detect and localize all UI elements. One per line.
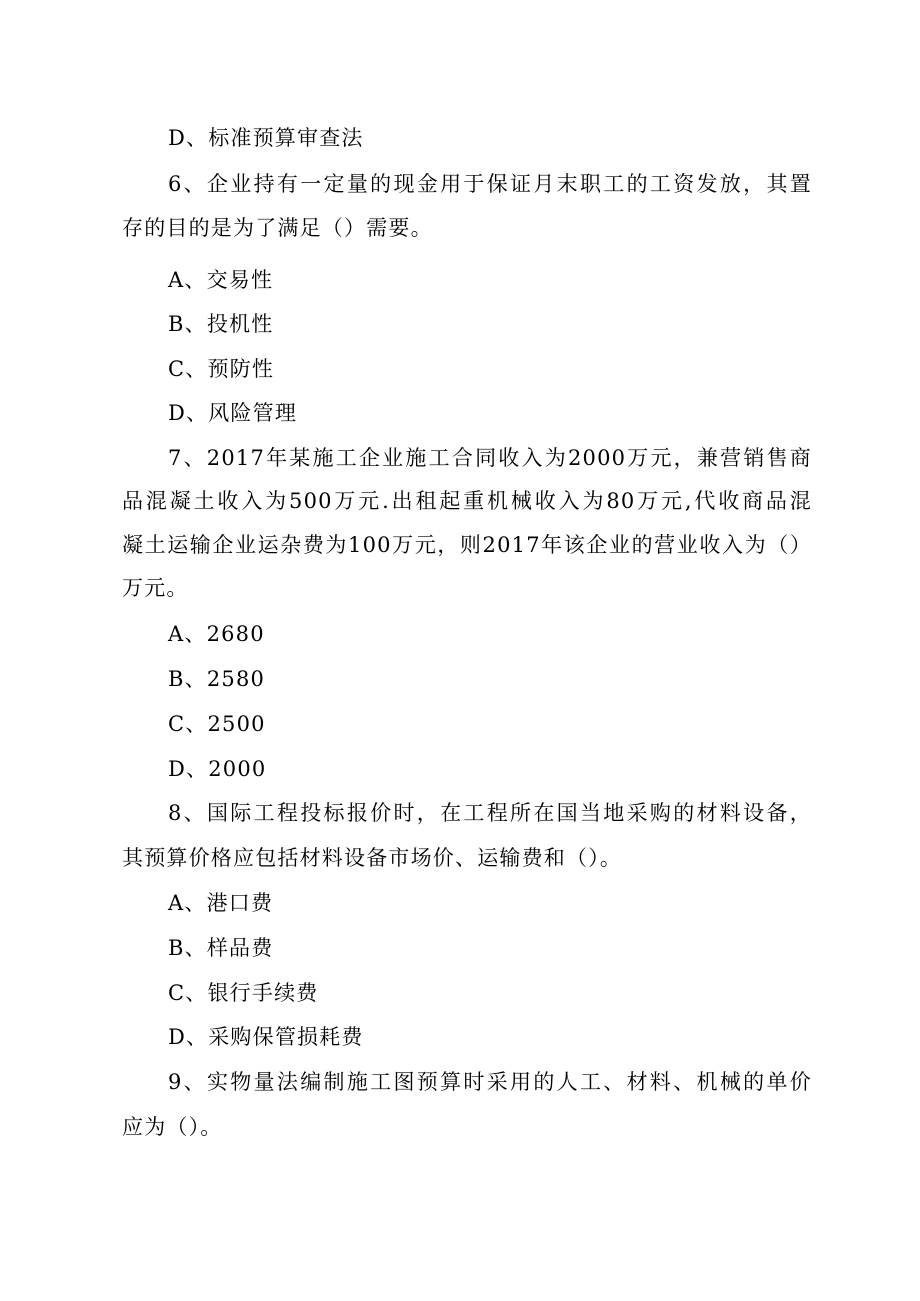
q7-option-c: C、2500	[168, 712, 266, 736]
q7-stem-line2: 品混凝土收入为500万元.出租起重机械收入为80万元,代收商品混	[122, 489, 812, 513]
q8-option-b: B、样品费	[168, 936, 274, 960]
q7-stem-line4: 万元。	[122, 576, 189, 600]
q8-stem-line2: 其预算价格应包括材料设备市场价、运输费和（）。	[122, 846, 623, 870]
q8-option-a: A、港口费	[168, 891, 274, 915]
q7-option-d: D、2000	[168, 757, 267, 781]
q8-option-d: D、采购保管损耗费	[168, 1025, 364, 1049]
q9-stem-line2: 应为（）。	[122, 1115, 223, 1139]
q8-stem-line1: 8、国际工程投标报价时，在工程所在国当地采购的材料设备，	[168, 801, 812, 825]
q7-option-a: A、2680	[168, 622, 265, 646]
q6-option-a: A、交易性	[168, 268, 274, 292]
q6-option-b: B、投机性	[168, 312, 274, 336]
q7-stem-line3: 凝土运输企业运杂费为100万元，则2017年该企业的营业收入为（）	[122, 533, 812, 557]
q6-stem-line2: 存的目的是为了满足（）需要。	[122, 216, 433, 240]
q7-option-b: B、2580	[168, 667, 266, 691]
q5-option-d: D、标准预算审查法	[168, 126, 364, 150]
q8-option-c: C、银行手续费	[168, 981, 319, 1005]
q6-option-c: C、预防性	[168, 357, 275, 381]
q7-stem-line1: 7、2017年某施工企业施工合同收入为2000万元，兼营销售商	[168, 446, 812, 470]
q9-stem-line1: 9、实物量法编制施工图预算时采用的人工、材料、机械的单价	[168, 1070, 812, 1094]
q6-option-d: D、风险管理	[168, 401, 298, 425]
q6-stem-line1: 6、企业持有一定量的现金用于保证月末职工的工资发放，其置	[168, 172, 812, 196]
